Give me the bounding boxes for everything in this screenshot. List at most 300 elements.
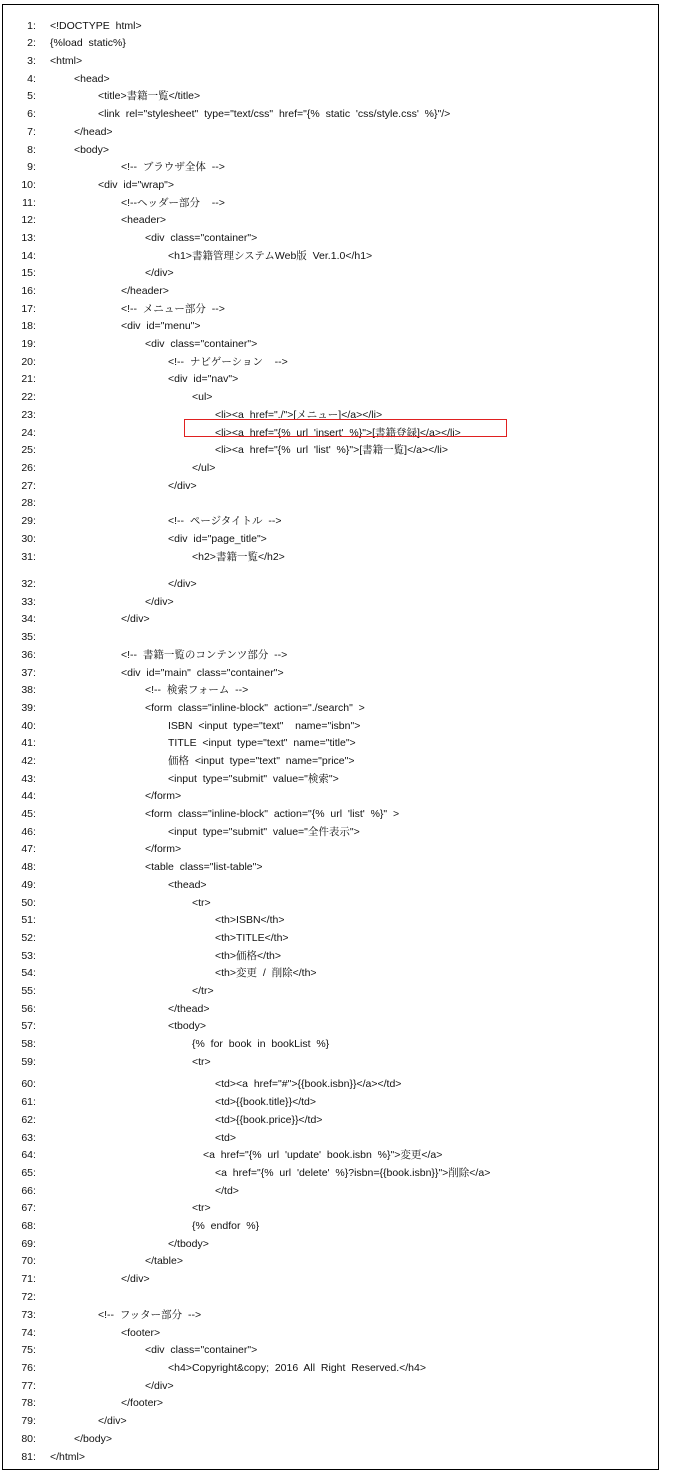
code-line (9, 71, 649, 88)
code-line (9, 629, 649, 646)
code-text: <div id="wrap"> (98, 179, 175, 191)
code-text: <form class="inline-block" action="./search" > (145, 702, 365, 714)
line-number: 40 (21, 720, 33, 732)
line-number: 68 (21, 1220, 33, 1232)
line-number-separator: : (33, 1020, 36, 1032)
code-line (9, 336, 649, 353)
code-text: <body> (74, 144, 110, 156)
line-number: 30 (21, 533, 33, 545)
line-number-separator: : (33, 897, 36, 909)
code-text: </tbody> (168, 1238, 209, 1250)
line-number-separator: : (33, 179, 36, 191)
code-line (9, 354, 649, 371)
line-number-separator: : (33, 1291, 36, 1303)
code-line (9, 682, 649, 699)
line-number-separator: : (33, 250, 36, 262)
code-line (9, 594, 649, 611)
code-line (9, 824, 649, 841)
line-number-separator: : (33, 1220, 36, 1232)
code-text: </head> (74, 126, 113, 138)
code-line (9, 142, 649, 159)
code-text: <header> (121, 214, 166, 226)
line-number: 45 (21, 808, 33, 820)
line-number: 70 (21, 1255, 33, 1267)
line-number: 24 (21, 427, 33, 439)
code-line (9, 53, 649, 70)
code-line (9, 948, 649, 965)
line-number-separator: : (33, 90, 36, 102)
line-number-separator: : (33, 1056, 36, 1068)
line-number-separator: : (33, 578, 36, 590)
code-line (9, 1147, 649, 1164)
line-number-separator: : (33, 1309, 36, 1321)
line-number-separator: : (33, 73, 36, 85)
code-text: </div> (121, 1273, 150, 1285)
line-number-separator: : (33, 755, 36, 767)
code-line (9, 735, 649, 752)
code-line (9, 1200, 649, 1217)
line-number: 58 (21, 1038, 33, 1050)
line-number: 18 (21, 320, 33, 332)
code-line (9, 611, 649, 628)
line-number: 62 (21, 1114, 33, 1126)
code-line (9, 1342, 649, 1359)
code-text: <table class="list-table"> (145, 861, 263, 873)
line-number: 72 (21, 1291, 33, 1303)
code-line (9, 248, 649, 265)
line-number-separator: : (33, 950, 36, 962)
code-line (9, 1112, 649, 1129)
line-number: 44 (21, 790, 33, 802)
code-text: <div class="container"> (145, 338, 258, 350)
line-number: 74 (21, 1327, 33, 1339)
line-number: 51 (21, 914, 33, 926)
code-line (9, 230, 649, 247)
line-number-separator: : (33, 826, 36, 838)
code-line (9, 265, 649, 282)
line-number: 59 (21, 1056, 33, 1068)
code-line (9, 88, 649, 105)
line-number: 2 (27, 37, 33, 49)
code-line (9, 549, 649, 566)
code-text: </div> (121, 613, 150, 625)
code-line (9, 1431, 649, 1448)
code-text: <tr> (192, 897, 211, 909)
code-line (9, 531, 649, 548)
code-line (9, 718, 649, 735)
code-line (9, 700, 649, 717)
code-line (9, 1378, 649, 1395)
code-line (9, 513, 649, 530)
line-number-separator: : (33, 356, 36, 368)
line-number-separator: : (33, 551, 36, 563)
line-number: 6 (27, 108, 33, 120)
line-number: 53 (21, 950, 33, 962)
code-line (9, 1413, 649, 1430)
code-text: <td><a href="#">{{book.isbn}}</a></td> (215, 1078, 402, 1090)
line-number: 33 (21, 596, 33, 608)
code-text: <tr> (192, 1056, 211, 1068)
code-line (9, 1036, 649, 1053)
line-number: 21 (21, 373, 33, 385)
line-number: 42 (21, 755, 33, 767)
line-number: 66 (21, 1185, 33, 1197)
line-number: 61 (21, 1096, 33, 1108)
code-line (9, 1236, 649, 1253)
line-number: 63 (21, 1132, 33, 1144)
line-number: 78 (21, 1397, 33, 1409)
code-line (9, 1271, 649, 1288)
line-number: 27 (21, 480, 33, 492)
code-line (9, 212, 649, 229)
line-number: 47 (21, 843, 33, 855)
code-text: <div class="container"> (145, 232, 258, 244)
code-text: </body> (74, 1433, 112, 1445)
line-number-separator: : (33, 1167, 36, 1179)
line-number: 23 (21, 409, 33, 421)
line-number-separator: : (33, 684, 36, 696)
code-text: <a href="{% url 'update' book.isbn %}">変更</a> (203, 1149, 443, 1161)
code-line (9, 771, 649, 788)
line-number: 5 (27, 90, 33, 102)
code-line (9, 159, 649, 176)
line-number: 75 (21, 1344, 33, 1356)
code-text: <!-- 検索フォーム --> (145, 684, 249, 696)
line-number: 12 (21, 214, 33, 226)
line-number: 26 (21, 462, 33, 474)
line-number: 65 (21, 1167, 33, 1179)
line-number: 35 (21, 631, 33, 643)
code-text: <link rel="stylesheet" type="text/css" href="{% static 'css/style.css' %}"/> (98, 108, 451, 120)
line-number-separator: : (33, 497, 36, 509)
code-line (9, 478, 649, 495)
line-number: 25 (21, 444, 33, 456)
line-number-separator: : (33, 914, 36, 926)
line-number: 80 (21, 1433, 33, 1445)
line-number-separator: : (33, 444, 36, 456)
line-number: 4 (27, 73, 33, 85)
code-text: </div> (145, 596, 174, 608)
code-line (9, 788, 649, 805)
code-text: <div id="main" class="container"> (121, 667, 284, 679)
code-text: <!-- ブラウザ全体 --> (121, 161, 225, 173)
line-number-separator: : (33, 427, 36, 439)
line-number: 15 (21, 267, 33, 279)
line-number-separator: : (33, 1451, 36, 1463)
code-text: </ul> (192, 462, 216, 474)
code-text: <td>{{book.title}}</td> (215, 1096, 317, 1108)
code-text: </form> (145, 790, 182, 802)
line-number-separator: : (33, 1397, 36, 1409)
code-text: <th>変更 / 削除</th> (215, 967, 317, 979)
line-number-separator: : (33, 285, 36, 297)
code-text: <!--ヘッダー部分 --> (121, 197, 225, 209)
line-number-separator: : (33, 773, 36, 785)
code-line (9, 576, 649, 593)
code-text: <h2>書籍一覧</h2> (192, 551, 285, 563)
line-number-separator: : (33, 1433, 36, 1445)
line-number: 52 (21, 932, 33, 944)
line-number-separator: : (33, 197, 36, 209)
line-number-separator: : (33, 1415, 36, 1427)
line-number: 43 (21, 773, 33, 785)
code-text: </div> (168, 480, 197, 492)
code-text: <li><a href="{% url 'insert' %}">[書籍登録]</a></li> (215, 427, 461, 439)
line-number-separator: : (33, 20, 36, 32)
code-text: </footer> (121, 1397, 164, 1409)
line-number-separator: : (33, 338, 36, 350)
line-number-separator: : (33, 161, 36, 173)
code-line (9, 895, 649, 912)
code-text: <!-- メニュー部分 --> (121, 303, 225, 315)
line-number-separator: : (33, 1114, 36, 1126)
line-number-separator: : (33, 1132, 36, 1144)
line-number-separator: : (33, 144, 36, 156)
line-number: 17 (21, 303, 33, 315)
line-number: 34 (21, 613, 33, 625)
code-line (9, 930, 649, 947)
line-number-separator: : (33, 37, 36, 49)
line-number-separator: : (33, 985, 36, 997)
code-line (9, 283, 649, 300)
code-line (9, 1183, 649, 1200)
line-number-separator: : (33, 720, 36, 732)
code-text: <td>{{book.price}}</td> (215, 1114, 323, 1126)
code-text: <th>ISBN</th> (215, 914, 285, 926)
line-number: 79 (21, 1415, 33, 1427)
line-number: 19 (21, 338, 33, 350)
code-text: <ul> (192, 391, 213, 403)
line-number-separator: : (33, 1096, 36, 1108)
code-line (9, 318, 649, 335)
code-text: </thead> (168, 1003, 210, 1015)
line-number: 46 (21, 826, 33, 838)
line-number-separator: : (33, 1255, 36, 1267)
line-number: 57 (21, 1020, 33, 1032)
code-text: </td> (215, 1185, 239, 1197)
code-line (9, 1307, 649, 1324)
line-number-separator: : (33, 1362, 36, 1374)
code-line (9, 1449, 649, 1466)
line-number: 13 (21, 232, 33, 244)
code-listing-frame (2, 4, 659, 1470)
code-text: <th>価格</th> (215, 950, 281, 962)
code-line (9, 177, 649, 194)
code-line (9, 460, 649, 477)
line-number: 56 (21, 1003, 33, 1015)
code-text: </table> (145, 1255, 183, 1267)
line-number-separator: : (33, 409, 36, 421)
line-number-separator: : (33, 391, 36, 403)
line-number-separator: : (33, 702, 36, 714)
highlight-box (184, 419, 507, 437)
line-number: 3 (27, 55, 33, 67)
code-text: <footer> (121, 1327, 161, 1339)
line-number: 39 (21, 702, 33, 714)
line-number-separator: : (33, 667, 36, 679)
code-line (9, 1325, 649, 1342)
line-number-separator: : (33, 462, 36, 474)
line-number-separator: : (33, 808, 36, 820)
code-text: </div> (168, 578, 197, 590)
line-number: 49 (21, 879, 33, 891)
code-line (9, 753, 649, 770)
code-text: <h1>書籍管理システムWeb版 Ver.1.0</h1> (168, 250, 373, 262)
line-number: 16 (21, 285, 33, 297)
code-text: <form class="inline-block" action="{% url 'list' %}" > (145, 808, 400, 820)
code-line (9, 965, 649, 982)
line-number: 37 (21, 667, 33, 679)
code-text: </form> (145, 843, 182, 855)
code-line (9, 841, 649, 858)
code-line (9, 389, 649, 406)
line-number-separator: : (33, 1038, 36, 1050)
code-text: <!-- ページタイトル --> (168, 515, 282, 527)
line-number-separator: : (33, 932, 36, 944)
line-number-separator: : (33, 126, 36, 138)
code-text: <li><a href="./">[メニュー]</a></li> (215, 409, 383, 421)
line-number: 67 (21, 1202, 33, 1214)
line-number: 28 (21, 497, 33, 509)
code-text: <li><a href="{% url 'list' %}">[書籍一覧]</a></li> (215, 444, 448, 456)
line-number-separator: : (33, 1078, 36, 1090)
line-number: 38 (21, 684, 33, 696)
code-text: <h4>Copyright&copy; 2016 All Right Reserved.</h4> (168, 1362, 426, 1374)
code-text: <!-- ナビゲーション --> (168, 356, 288, 368)
line-number: 81 (21, 1451, 33, 1463)
code-line (9, 195, 649, 212)
code-text: <!-- フッター部分 --> (98, 1309, 202, 1321)
line-number-separator: : (33, 303, 36, 315)
code-line (9, 18, 649, 35)
line-number-separator: : (33, 879, 36, 891)
line-number: 14 (21, 250, 33, 262)
line-number-separator: : (33, 596, 36, 608)
line-number-separator: : (33, 1327, 36, 1339)
line-number: 55 (21, 985, 33, 997)
code-text: <head> (74, 73, 110, 85)
code-text: 価格 <input type="text" name="price"> (168, 755, 355, 767)
line-number-separator: : (33, 1273, 36, 1285)
line-number-separator: : (33, 515, 36, 527)
code-line (9, 35, 649, 52)
line-number-separator: : (33, 1238, 36, 1250)
code-line (9, 859, 649, 876)
line-number: 60 (21, 1078, 33, 1090)
line-number-separator: : (33, 232, 36, 244)
code-text: <th>TITLE</th> (215, 932, 289, 944)
code-line (9, 1360, 649, 1377)
line-number: 29 (21, 515, 33, 527)
code-text: <html> (50, 55, 83, 67)
line-number: 76 (21, 1362, 33, 1374)
line-number: 10 (21, 179, 33, 191)
code-line (9, 1253, 649, 1270)
line-number-separator: : (33, 1185, 36, 1197)
line-number: 48 (21, 861, 33, 873)
code-line (9, 1289, 649, 1306)
code-line (9, 1094, 649, 1111)
line-number-separator: : (33, 1003, 36, 1015)
line-number-separator: : (33, 214, 36, 226)
line-number-separator: : (33, 1149, 36, 1161)
code-line (9, 371, 649, 388)
line-number-separator: : (33, 1380, 36, 1392)
code-line (9, 1130, 649, 1147)
code-text: </div> (145, 1380, 174, 1392)
line-number-separator: : (33, 967, 36, 979)
line-number: 71 (21, 1273, 33, 1285)
code-text: {%load static%} (50, 37, 126, 49)
code-line (9, 1054, 649, 1071)
code-text: <div class="container"> (145, 1344, 258, 1356)
line-number: 11 (22, 197, 33, 209)
line-number-separator: : (33, 843, 36, 855)
code-text: <a href="{% url 'delete' %}?isbn={{book.isbn}}">削除</a> (215, 1167, 491, 1179)
code-text: <div id="page_title"> (168, 533, 267, 545)
line-number: 20 (21, 356, 33, 368)
code-text: <input type="submit" value="検索"> (168, 773, 339, 785)
code-line (9, 877, 649, 894)
code-text: {% endfor %} (192, 1220, 260, 1232)
code-text: <!-- 書籍一覧のコンテンツ部分 --> (121, 649, 288, 661)
code-text: <thead> (168, 879, 207, 891)
line-number-separator: : (33, 320, 36, 332)
code-text: </tr> (192, 985, 214, 997)
code-line (9, 1165, 649, 1182)
code-text: TITLE <input type="text" name="title"> (168, 737, 356, 749)
code-text: <input type="submit" value="全件表示"> (168, 826, 360, 838)
code-text: </header> (121, 285, 169, 297)
code-text: </html> (50, 1451, 86, 1463)
code-line (9, 1076, 649, 1093)
code-text: <!DOCTYPE html> (50, 20, 142, 32)
code-line (9, 647, 649, 664)
line-number: 8 (27, 144, 33, 156)
code-line (9, 106, 649, 123)
code-line (9, 1395, 649, 1412)
code-line (9, 1001, 649, 1018)
line-number: 54 (21, 967, 33, 979)
code-line (9, 806, 649, 823)
line-number-separator: : (33, 1202, 36, 1214)
line-number: 9 (27, 161, 33, 173)
line-number-separator: : (33, 861, 36, 873)
line-number: 7 (27, 126, 33, 138)
code-line (9, 124, 649, 141)
line-number-separator: : (33, 631, 36, 643)
line-number-separator: : (33, 480, 36, 492)
line-number-separator: : (33, 108, 36, 120)
code-line (9, 442, 649, 459)
line-number: 36 (21, 649, 33, 661)
code-line (9, 983, 649, 1000)
line-number: 22 (21, 391, 33, 403)
line-number-separator: : (33, 737, 36, 749)
line-number: 32 (21, 578, 33, 590)
code-text: <div id="menu"> (121, 320, 201, 332)
code-line (9, 1018, 649, 1035)
code-text: <title>書籍一覧</title> (98, 90, 201, 102)
line-number-separator: : (33, 613, 36, 625)
code-text: </div> (145, 267, 174, 279)
code-line (9, 665, 649, 682)
line-number-separator: : (33, 1344, 36, 1356)
code-line (9, 912, 649, 929)
code-text: ISBN <input type="text" name="isbn"> (168, 720, 361, 732)
code-text: {% for book in bookList %} (192, 1038, 330, 1050)
line-number: 77 (21, 1380, 33, 1392)
